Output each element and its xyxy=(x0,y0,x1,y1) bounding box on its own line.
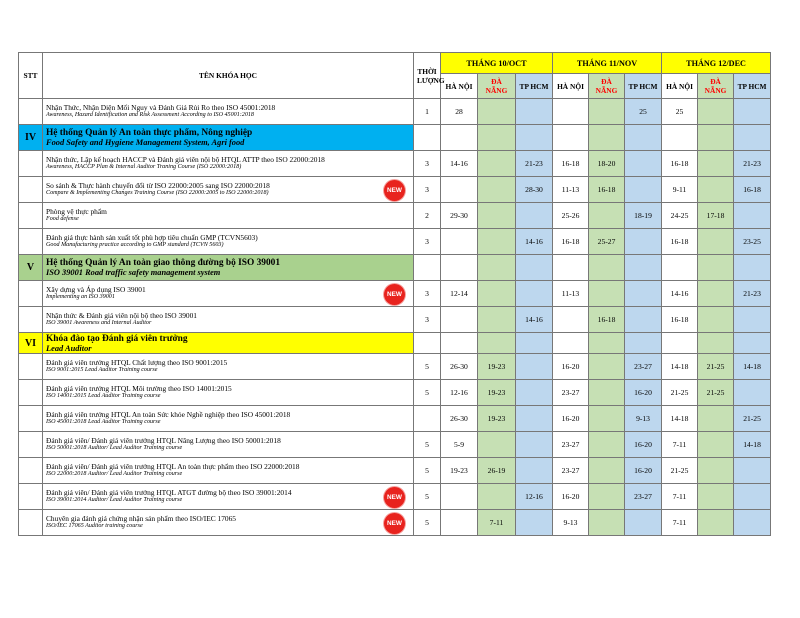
date-cell xyxy=(698,333,734,354)
date-cell: 23-27 xyxy=(553,458,589,484)
duration-cell: 3 xyxy=(414,229,441,255)
course-name-en: ISO 9001:2015 Lead Auditor Training course xyxy=(46,367,158,374)
date-cell: 25 xyxy=(662,99,698,125)
section-number: VI xyxy=(19,333,43,354)
course-name-en: ISO 50001:2018 Auditor/ Lead Auditor Training course xyxy=(46,445,183,452)
date-cell xyxy=(589,281,625,307)
section-title-vn: Khóa đào tạo Đánh giá viên trưởng xyxy=(46,333,188,344)
course-name-cell xyxy=(43,151,414,177)
duration-cell: 5 xyxy=(414,432,441,458)
date-cell: 26-30 xyxy=(441,406,478,432)
date-cell: 17-18 xyxy=(698,203,734,229)
date-cell xyxy=(516,406,553,432)
date-cell xyxy=(478,255,516,281)
course-name-en: ISO 39001:2014 Auditor/ Lead Auditor Training course xyxy=(46,497,183,504)
date-cell: 7-11 xyxy=(478,510,516,536)
section-row xyxy=(19,255,771,281)
course-name-header: TÊN KHÓA HỌC xyxy=(43,53,414,99)
date-cell xyxy=(553,255,589,281)
date-cell: 14-18 xyxy=(734,354,771,380)
stt-cell xyxy=(19,151,43,177)
date-cell xyxy=(734,380,771,406)
new-badge: NEW xyxy=(384,487,405,508)
course-name-vn: Nhận Thức, Nhận Diện Mối Nguy và Đánh Giá Rủi Ro theo ISO 45001:2018 xyxy=(46,102,276,112)
date-cell: 26-19 xyxy=(478,458,516,484)
date-cell: 19-23 xyxy=(478,380,516,406)
date-cell: 16-20 xyxy=(625,432,662,458)
course-row xyxy=(19,229,771,255)
stt-cell xyxy=(19,484,43,510)
date-cell: 24-25 xyxy=(662,203,698,229)
course-name-en: ISO 39001 Awareness and Internal Auditor xyxy=(46,320,152,327)
course-name-cell xyxy=(43,99,414,125)
date-cell xyxy=(698,229,734,255)
course-name-cell xyxy=(43,203,414,229)
date-cell xyxy=(553,99,589,125)
date-cell: 18-19 xyxy=(625,203,662,229)
city-header-hcm: TP HCM xyxy=(625,74,662,99)
duration-header-line2: LƯỢNG xyxy=(417,75,445,85)
city-header-hanoi: HÀ NỘI xyxy=(662,74,698,99)
date-cell: 16-20 xyxy=(625,458,662,484)
date-cell xyxy=(698,255,734,281)
date-cell xyxy=(478,125,516,151)
new-badge: NEW xyxy=(384,513,405,534)
date-cell: 14-16 xyxy=(441,151,478,177)
section-row xyxy=(19,333,771,354)
duration-cell: 2 xyxy=(414,203,441,229)
date-cell xyxy=(589,510,625,536)
stt-cell xyxy=(19,203,43,229)
date-cell xyxy=(441,255,478,281)
stt-cell xyxy=(19,432,43,458)
course-row xyxy=(19,99,771,125)
date-cell: 14-16 xyxy=(516,229,553,255)
duration-cell: 1 xyxy=(414,99,441,125)
course-row xyxy=(19,203,771,229)
course-row xyxy=(19,380,771,406)
date-cell: 23-27 xyxy=(553,380,589,406)
date-cell xyxy=(734,125,771,151)
date-cell xyxy=(516,458,553,484)
date-cell xyxy=(589,406,625,432)
duration-cell: 3 xyxy=(414,151,441,177)
date-cell xyxy=(625,281,662,307)
course-name-vn: So sánh & Thực hành chuyển đổi từ ISO 22000:2005 sang ISO 22000:2018 xyxy=(46,180,270,190)
date-cell xyxy=(625,510,662,536)
date-cell: 19-23 xyxy=(478,354,516,380)
date-cell: 21-25 xyxy=(734,406,771,432)
month-header-nov: THÁNG 11/NOV xyxy=(553,53,662,74)
date-cell xyxy=(441,125,478,151)
course-name-cell xyxy=(43,458,414,484)
date-cell xyxy=(698,151,734,177)
date-cell: 21-23 xyxy=(734,281,771,307)
section-number: V xyxy=(19,255,43,281)
course-name-vn: Đánh giá viên/ Đánh giá viên trưởng HTQL An toàn thực phẩm theo ISO 22000:2018 xyxy=(46,461,300,471)
course-name-cell xyxy=(43,380,414,406)
date-cell xyxy=(734,307,771,333)
section-title-en: ISO 39001 Road traffic safety management system xyxy=(46,268,221,277)
date-cell xyxy=(553,125,589,151)
date-cell xyxy=(441,307,478,333)
date-cell xyxy=(516,203,553,229)
date-cell xyxy=(478,333,516,354)
section-title-en: Food Safety and Hygiene Management System, Agri food xyxy=(46,138,245,147)
date-cell xyxy=(589,333,625,354)
date-cell xyxy=(734,333,771,354)
duration-cell: 5 xyxy=(414,484,441,510)
date-cell: 16-18 xyxy=(589,307,625,333)
stt-header: STT xyxy=(19,53,43,99)
stt-cell xyxy=(19,380,43,406)
course-row xyxy=(19,307,771,333)
date-cell: 21-25 xyxy=(662,458,698,484)
stt-cell xyxy=(19,99,43,125)
course-name-en: ISO 45001:2018 Lead Auditor Training course xyxy=(46,419,161,426)
stt-cell xyxy=(19,458,43,484)
date-cell xyxy=(441,177,478,203)
month-header-dec: THÁNG 12/DEC xyxy=(662,53,771,74)
date-cell xyxy=(478,307,516,333)
course-name-vn: Đánh giá viên trưởng HTQL An toàn Sức khỏe Nghề nghiệp theo ISO 45001:2018 xyxy=(46,409,291,419)
course-row xyxy=(19,458,771,484)
course-row xyxy=(19,281,771,307)
date-cell xyxy=(662,255,698,281)
course-name-en: Compare & Implementing Changes Training Course (ISO 22000:2005 to ISO 22000:2018) xyxy=(46,190,269,197)
date-cell: 11-13 xyxy=(553,177,589,203)
date-cell: 14-16 xyxy=(662,281,698,307)
duration-cell xyxy=(414,406,441,432)
date-cell xyxy=(734,510,771,536)
date-cell: 11-13 xyxy=(553,281,589,307)
course-name-en: Awareness, Hazard Identification and Risk Assessment According to ISO 45001:2018 xyxy=(46,112,254,119)
course-name-vn: Đánh giá viên/ Đánh giá viên trưởng HTQL ATGT đường bộ theo ISO 39001:2014 xyxy=(46,487,292,497)
section-title-vn: Hệ thống Quản lý An toàn giao thông đường bộ ISO 39001 xyxy=(46,258,281,268)
date-cell: 16-18 xyxy=(662,151,698,177)
new-badge: NEW xyxy=(384,284,405,305)
date-cell xyxy=(589,255,625,281)
date-cell xyxy=(589,354,625,380)
date-cell xyxy=(516,281,553,307)
duration-cell: 3 xyxy=(414,307,441,333)
date-cell xyxy=(478,229,516,255)
date-cell: 16-18 xyxy=(553,229,589,255)
header-row-months xyxy=(19,53,771,74)
course-name-cell xyxy=(43,281,414,307)
city-header-hcm: TP HCM xyxy=(516,74,553,99)
date-cell xyxy=(441,484,478,510)
date-cell: 16-18 xyxy=(553,151,589,177)
stt-cell xyxy=(19,354,43,380)
stt-cell xyxy=(19,406,43,432)
duration-cell: 5 xyxy=(414,354,441,380)
date-cell: 19-23 xyxy=(441,458,478,484)
date-cell xyxy=(625,229,662,255)
duration-cell: 5 xyxy=(414,380,441,406)
date-cell xyxy=(589,125,625,151)
date-cell xyxy=(478,203,516,229)
date-cell: 16-20 xyxy=(553,484,589,510)
date-cell: 12-16 xyxy=(516,484,553,510)
date-cell: 28-30 xyxy=(516,177,553,203)
date-cell xyxy=(478,484,516,510)
date-cell xyxy=(734,99,771,125)
date-cell: 12-16 xyxy=(441,380,478,406)
date-cell xyxy=(516,380,553,406)
course-name-cell xyxy=(43,177,414,203)
course-row xyxy=(19,151,771,177)
course-name-vn: Đánh giá thực hành sản xuất tốt phù hợp tiêu chuẩn GMP (TCVN5603) xyxy=(46,232,258,242)
date-cell xyxy=(478,432,516,458)
date-cell: 21-23 xyxy=(516,151,553,177)
city-header-hanoi: HÀ NỘI xyxy=(441,74,478,99)
date-cell xyxy=(441,229,478,255)
date-cell xyxy=(625,255,662,281)
course-name-en: ISO/IEC 17065 Auditor training course xyxy=(46,523,143,530)
date-cell: 16-20 xyxy=(625,380,662,406)
section-title xyxy=(43,125,414,151)
date-cell: 7-11 xyxy=(662,484,698,510)
date-cell xyxy=(734,484,771,510)
section-number: IV xyxy=(19,125,43,151)
course-name-vn: Nhận thức & Đánh giá viên nội bộ theo ISO 39001 xyxy=(46,310,197,320)
date-cell: 21-25 xyxy=(698,380,734,406)
date-cell xyxy=(698,281,734,307)
date-cell xyxy=(589,432,625,458)
date-cell xyxy=(698,177,734,203)
city-header-hcm: TP HCM xyxy=(734,74,771,99)
course-name-vn: Chuyên gia đánh giá chứng nhận sản phẩm theo ISO/IEC 17065 xyxy=(46,513,236,523)
date-cell xyxy=(516,510,553,536)
date-cell: 23-25 xyxy=(734,229,771,255)
date-cell xyxy=(516,99,553,125)
date-cell xyxy=(478,151,516,177)
course-name-cell xyxy=(43,229,414,255)
city-header-danang: ĐÀ NẴNG xyxy=(698,74,734,99)
date-cell: 16-18 xyxy=(589,177,625,203)
date-cell xyxy=(516,255,553,281)
course-name-en: ISO 14001:2015 Lead Auditor Training course xyxy=(46,393,161,400)
date-cell: 28 xyxy=(441,99,478,125)
date-cell: 5-9 xyxy=(441,432,478,458)
date-cell: 7-11 xyxy=(662,432,698,458)
duration-cell xyxy=(414,125,441,151)
date-cell: 9-11 xyxy=(662,177,698,203)
duration-cell xyxy=(414,333,441,354)
course-name-vn: Đánh giá viên trưởng HTQL Môi trường theo ISO 14001:2015 xyxy=(46,383,232,393)
stt-cell xyxy=(19,177,43,203)
course-name-en: Implementing an ISO 39001 xyxy=(46,294,115,301)
course-name-cell xyxy=(43,510,414,536)
date-cell xyxy=(478,99,516,125)
course-name-cell xyxy=(43,432,414,458)
date-cell: 9-13 xyxy=(625,406,662,432)
date-cell: 21-23 xyxy=(734,151,771,177)
section-title xyxy=(43,255,414,281)
date-cell xyxy=(516,354,553,380)
course-row xyxy=(19,406,771,432)
stt-cell xyxy=(19,307,43,333)
date-cell: 16-18 xyxy=(662,307,698,333)
date-cell xyxy=(734,203,771,229)
date-cell xyxy=(698,458,734,484)
course-name-vn: Xây dựng và Áp dụng ISO 39001 xyxy=(46,284,146,294)
course-name-vn: Đánh giá viên/ Đánh giá viên trưởng HTQL Năng Lượng theo ISO 50001:2018 xyxy=(46,435,281,445)
duration-cell: 5 xyxy=(414,510,441,536)
date-cell: 25-27 xyxy=(589,229,625,255)
schedule-body xyxy=(19,99,771,536)
date-cell: 16-18 xyxy=(662,229,698,255)
date-cell: 9-13 xyxy=(553,510,589,536)
date-cell: 29-30 xyxy=(441,203,478,229)
date-cell: 18-20 xyxy=(589,151,625,177)
duration-cell: 3 xyxy=(414,281,441,307)
date-cell xyxy=(698,99,734,125)
date-cell xyxy=(589,203,625,229)
month-header-oct: THÁNG 10/OCT xyxy=(441,53,553,74)
date-cell xyxy=(698,484,734,510)
course-name-cell xyxy=(43,484,414,510)
date-cell: 14-18 xyxy=(662,354,698,380)
date-cell xyxy=(625,125,662,151)
course-name-cell xyxy=(43,406,414,432)
date-cell xyxy=(698,125,734,151)
training-schedule-table xyxy=(18,52,771,536)
section-title xyxy=(43,333,414,354)
date-cell xyxy=(698,510,734,536)
date-cell xyxy=(698,307,734,333)
date-cell xyxy=(734,255,771,281)
date-cell xyxy=(625,151,662,177)
course-row xyxy=(19,484,771,510)
date-cell xyxy=(698,432,734,458)
duration-header-line1: THỜI xyxy=(417,66,437,76)
date-cell: 16-20 xyxy=(553,406,589,432)
city-header-hanoi: HÀ NỘI xyxy=(553,74,589,99)
city-header-danang: ĐÀ NẴNG xyxy=(478,74,516,99)
date-cell: 25 xyxy=(625,99,662,125)
date-cell xyxy=(516,432,553,458)
date-cell xyxy=(662,333,698,354)
date-cell: 23-27 xyxy=(553,432,589,458)
stt-cell xyxy=(19,229,43,255)
date-cell: 12-14 xyxy=(441,281,478,307)
date-cell xyxy=(734,458,771,484)
date-cell: 26-30 xyxy=(441,354,478,380)
date-cell: 16-20 xyxy=(553,354,589,380)
course-name-cell xyxy=(43,354,414,380)
date-cell: 16-18 xyxy=(734,177,771,203)
date-cell: 7-11 xyxy=(662,510,698,536)
date-cell xyxy=(441,333,478,354)
date-cell xyxy=(589,484,625,510)
section-title-en: Lead Auditor xyxy=(46,343,92,353)
date-cell: 23-27 xyxy=(625,484,662,510)
date-cell xyxy=(625,177,662,203)
stt-cell xyxy=(19,281,43,307)
date-cell xyxy=(478,281,516,307)
course-name-en: Awareness, HACCP Plan & Internal Auditor Traning Course (ISO 22000:2018) xyxy=(46,164,242,171)
date-cell: 25-26 xyxy=(553,203,589,229)
course-name-cell xyxy=(43,307,414,333)
course-row xyxy=(19,510,771,536)
date-cell xyxy=(516,333,553,354)
stt-cell xyxy=(19,510,43,536)
section-title-vn: Hệ thống Quản lý An toàn thực phẩm, Nông nghiệp xyxy=(46,128,253,138)
course-row xyxy=(19,354,771,380)
date-cell: 14-18 xyxy=(662,406,698,432)
date-cell xyxy=(662,125,698,151)
duration-cell: 3 xyxy=(414,177,441,203)
date-cell xyxy=(698,406,734,432)
section-row xyxy=(19,125,771,151)
date-cell: 21-25 xyxy=(662,380,698,406)
duration-cell xyxy=(414,255,441,281)
course-name-en: Food defense xyxy=(46,216,79,223)
date-cell: 23-27 xyxy=(625,354,662,380)
date-cell: 14-18 xyxy=(734,432,771,458)
city-header-danang: ĐÀ NẴNG xyxy=(589,74,625,99)
date-cell: 19-23 xyxy=(478,406,516,432)
date-cell xyxy=(625,333,662,354)
date-cell xyxy=(478,177,516,203)
date-cell: 21-25 xyxy=(698,354,734,380)
course-name-en: Good Manufacturing practice according to GMP standard (TCVN 5603) xyxy=(46,242,224,249)
course-row xyxy=(19,177,771,203)
date-cell xyxy=(589,380,625,406)
date-cell xyxy=(516,125,553,151)
course-name-vn: Nhận thức, Lập kế hoạch HACCP và Đánh giá viên nội bộ HTQL ATTP theo ISO 22000:2018 xyxy=(46,154,325,164)
date-cell xyxy=(625,307,662,333)
course-name-en: ISO 22000:2018 Auditor/ Lead Auditor Training course xyxy=(46,471,183,478)
course-row xyxy=(19,432,771,458)
date-cell xyxy=(553,333,589,354)
date-cell xyxy=(589,99,625,125)
duration-header xyxy=(414,53,445,99)
date-cell xyxy=(589,458,625,484)
duration-cell: 5 xyxy=(414,458,441,484)
course-name-vn: Đánh giá viên trưởng HTQL Chất lượng theo ISO 9001:2015 xyxy=(46,357,228,367)
date-cell xyxy=(553,307,589,333)
date-cell xyxy=(441,510,478,536)
new-badge: NEW xyxy=(384,180,405,201)
date-cell: 14-16 xyxy=(516,307,553,333)
course-name-vn: Phòng vệ thực phẩm xyxy=(46,206,107,216)
